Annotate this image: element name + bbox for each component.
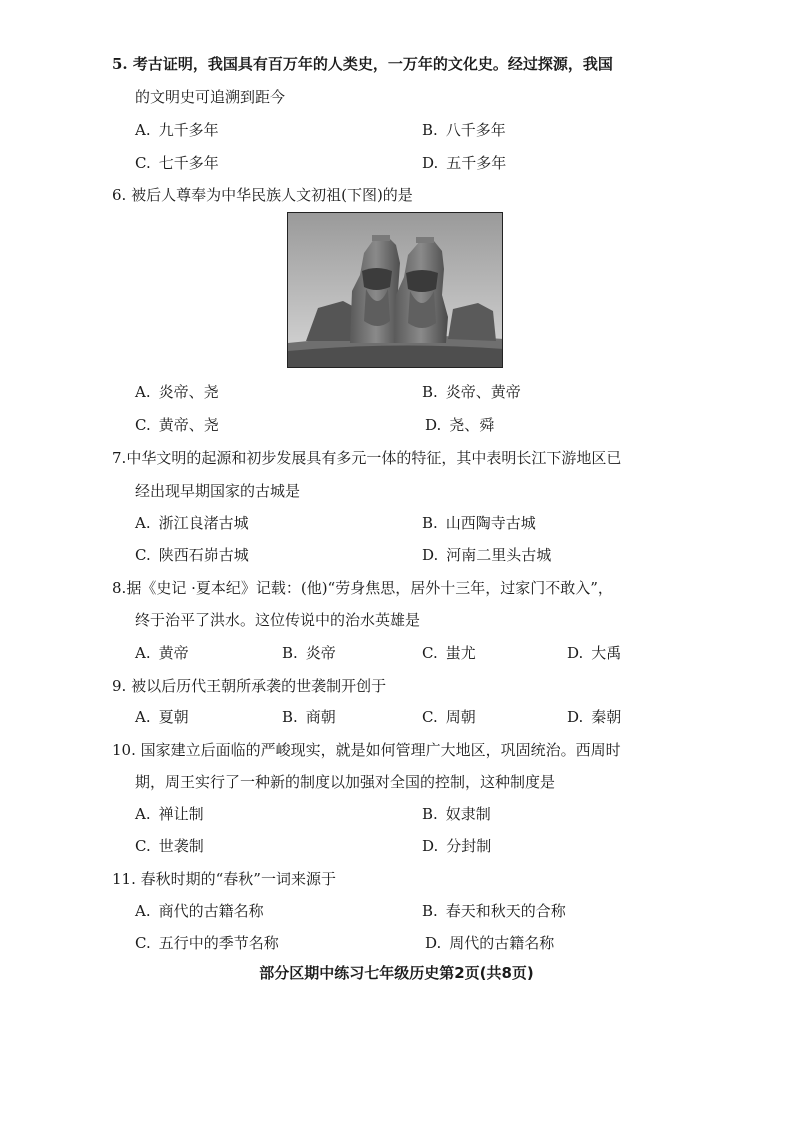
question-9-option-a[interactable]: A. 夏朝 bbox=[135, 708, 189, 726]
question-8-stem-line-2: 终于治平了洪水。这位传说中的治水英雄是 bbox=[135, 611, 421, 629]
question-6-stem-line-1 bbox=[112, 185, 413, 205]
question-9-option-b[interactable]: B. 商朝 bbox=[282, 708, 336, 726]
question-9-option-d[interactable]: D. 秦朝 bbox=[567, 708, 622, 726]
question-7-option-c[interactable]: C. 陕西石峁古城 bbox=[135, 546, 249, 564]
question-text: 国家建立后面临的严峻现实，就是如何管理广大地区，巩固统治。西周时 bbox=[140, 741, 621, 759]
question-11-option-b[interactable]: B. 春天和秋天的合称 bbox=[422, 902, 566, 920]
question-10-option-a[interactable]: A. 禅让制 bbox=[135, 805, 204, 823]
question-11-option-c[interactable]: C. 五行中的季节名称 bbox=[135, 934, 279, 952]
question-text: 考古证明，我国具有百万年的人类史，一万年的文化史。经过探源，我国 bbox=[132, 55, 613, 73]
question-5-option-a[interactable]: A. 九千多年 bbox=[135, 121, 219, 139]
question-8-option-c[interactable]: C. 蚩尤 bbox=[422, 644, 476, 662]
question-9-option-c[interactable]: C. 周朝 bbox=[422, 708, 476, 726]
question-7-stem-line-1 bbox=[112, 448, 621, 468]
question-number: 5. bbox=[112, 55, 128, 73]
question-number: 8. bbox=[112, 579, 127, 597]
question-5-stem-line-1 bbox=[112, 54, 613, 74]
question-7-option-a[interactable]: A. 浙江良渚古城 bbox=[135, 514, 249, 532]
question-6-option-b[interactable]: B. 炎帝、黄帝 bbox=[422, 383, 521, 401]
question-6-option-a[interactable]: A. 炎帝、尧 bbox=[135, 383, 219, 401]
question-6-option-d[interactable]: D. 尧、舜 bbox=[425, 416, 495, 434]
question-number: 10. bbox=[112, 741, 136, 759]
question-text: 据《史记 ·夏本纪》记载：(他)“劳身焦思，居外十三年，过家门不敢入”， bbox=[126, 579, 613, 597]
question-6-option-c[interactable]: C. 黄帝、尧 bbox=[135, 416, 219, 434]
question-number: 9. bbox=[112, 677, 127, 695]
question-11-stem-line-1 bbox=[112, 869, 336, 889]
question-11-option-d[interactable]: D. 周代的古籍名称 bbox=[425, 934, 555, 952]
yan-huang-statue-photo bbox=[287, 212, 503, 368]
question-10-option-b[interactable]: B. 奴隶制 bbox=[422, 805, 491, 823]
question-text: 春秋时期的“春秋”一词来源于 bbox=[140, 870, 336, 888]
question-5-option-c[interactable]: C. 七千多年 bbox=[135, 154, 219, 172]
question-text: 被后人尊奉为中华民族人文初祖(下图)的是 bbox=[131, 186, 413, 204]
question-8-option-b[interactable]: B. 炎帝 bbox=[282, 644, 336, 662]
page-footer: 部分区期中练习七年级历史第2页(共8页) bbox=[259, 964, 534, 982]
question-number: 7. bbox=[112, 449, 127, 467]
statue-image bbox=[288, 213, 503, 368]
question-8-stem-line-1 bbox=[112, 578, 613, 598]
question-5-option-d[interactable]: D. 五千多年 bbox=[422, 154, 507, 172]
question-text: 中华文明的起源和初步发展具有多元一体的特征，其中表明长江下游地区已 bbox=[126, 449, 622, 467]
question-9-stem-line-1 bbox=[112, 676, 386, 696]
question-7-stem-line-2: 经出现早期国家的古城是 bbox=[135, 482, 301, 500]
question-text: 被以后历代王朝所承袭的世袭制开创于 bbox=[131, 677, 387, 695]
question-number: 6. bbox=[112, 186, 127, 204]
question-7-option-d[interactable]: D. 河南二里头古城 bbox=[422, 546, 552, 564]
question-8-option-d[interactable]: D. 大禹 bbox=[567, 644, 622, 662]
question-8-option-a[interactable]: A. 黄帝 bbox=[135, 644, 189, 662]
question-10-stem-line-1 bbox=[112, 740, 621, 760]
question-10-stem-line-2: 期，周王实行了一种新的制度以加强对全国的控制，这种制度是 bbox=[135, 773, 556, 791]
question-7-option-b[interactable]: B. 山西陶寺古城 bbox=[422, 514, 536, 532]
question-5-stem-line-2: 的文明史可追溯到距今 bbox=[135, 88, 286, 106]
question-10-option-c[interactable]: C. 世袭制 bbox=[135, 837, 204, 855]
question-10-option-d[interactable]: D. 分封制 bbox=[422, 837, 492, 855]
question-number: 11. bbox=[112, 870, 136, 888]
question-5-option-b[interactable]: B. 八千多年 bbox=[422, 121, 506, 139]
question-11-option-a[interactable]: A. 商代的古籍名称 bbox=[135, 902, 264, 920]
